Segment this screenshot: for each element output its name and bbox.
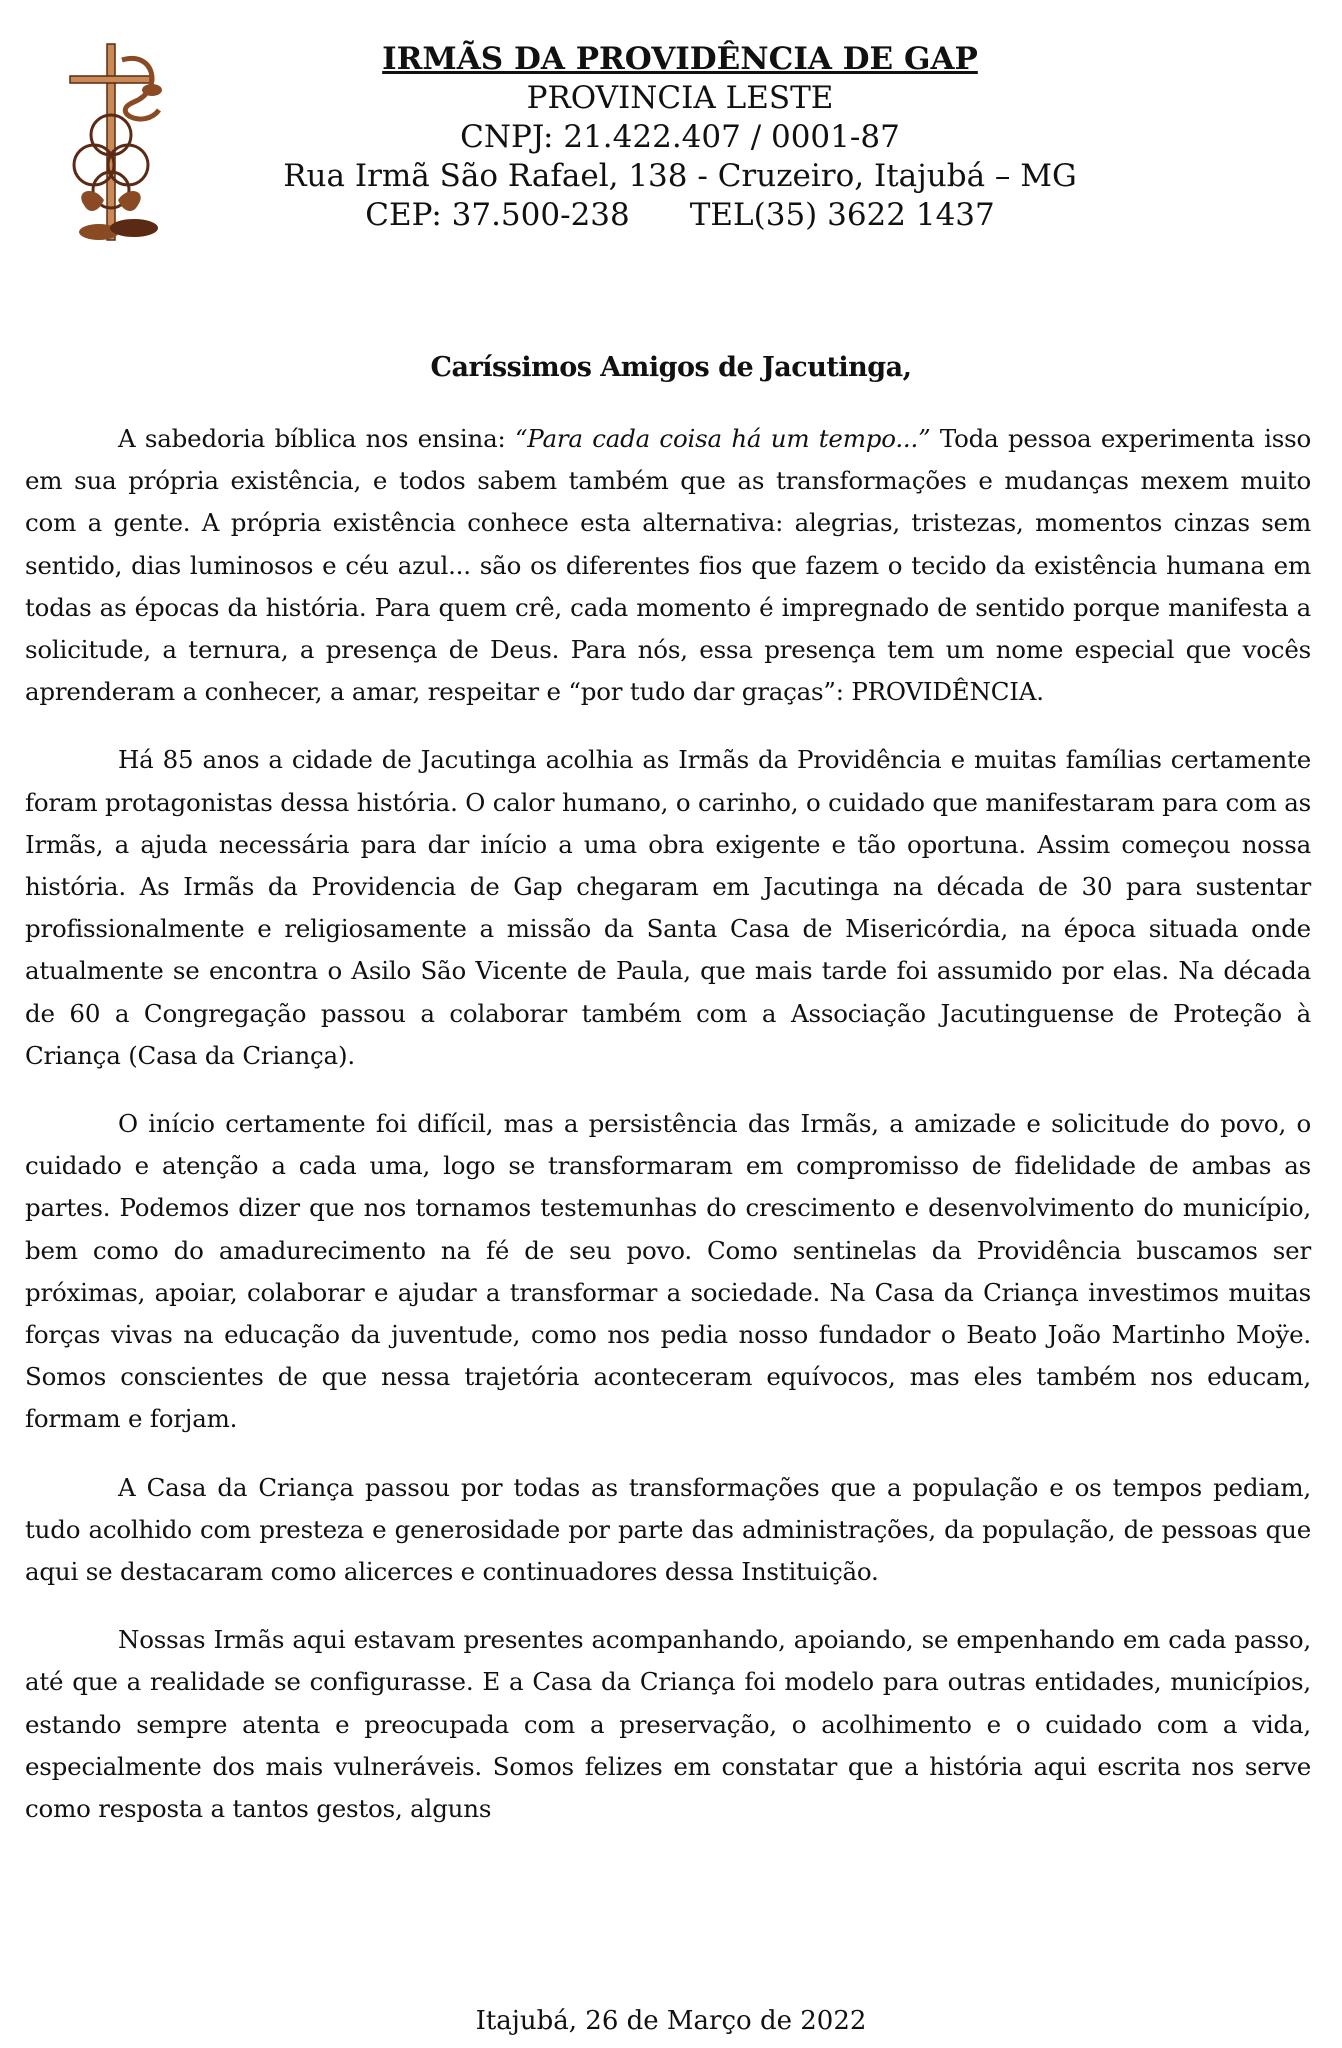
street-address: Rua Irmã São Rafael, 138 - Cruzeiro, Itajubá – MG (283, 158, 1077, 194)
letterhead (230, 40, 1130, 235)
phone-number: TEL(35) 3622 1437 (689, 197, 995, 233)
postal-code: CEP: 37.500-238 (365, 197, 630, 233)
paragraph-1-rest: Toda pessoa experimenta isso em sua própria existência, e todos sabem também que as transformações e mudanças mexem muito com a gente. A própria existência conhece esta alternativa: alegrias, tristezas, momentos cinzas sem sentido, dias luminosos e céu azul... são os diferentes fios que fazem o tecido da existência humana em todas as épocas da história. Para quem crê, cada momento é impregnado de sentido porque manifesta a solicitude, a ternura, a presença de Deus. Para nós, essa presença tem um nome especial que vocês aprenderam a conhecer, a amar, respeitar e “por tudo dar graças”: PROVIDÊNCIA. (25, 424, 1311, 707)
cnpj-number: CNPJ: 21.422.407 / 0001-87 (460, 119, 900, 155)
ribbon-tip (142, 84, 162, 96)
cross-shaft (107, 44, 115, 240)
province-name: PROVINCIA LESTE (526, 80, 834, 116)
organization-name: IRMÃS DA PROVIDÊNCIA DE GAP (382, 41, 978, 77)
paragraph-4: A Casa da Criança passou por todas as transformações que a população e os tempos pediam, tudo acolhido com presteza e generosidade por parte das administrações, da população, de pessoas que aqui se destacaram como alicerces e continuadores dessa Instituição. (25, 1472, 1311, 1587)
place-date-footer: Itajubá, 26 de Março de 2022 (475, 2006, 867, 2036)
paragraph-1 (25, 418, 1311, 713)
contact-row (230, 196, 1130, 235)
paragraph-5: Nossas Irmãs aqui estavam presentes acompanhando, apoiando, se empenhando em cada passo, até que a realidade se configurasse. E a Casa da Criança foi modelo para outras entidades, municípios, estando sempre atenta e preocupada com a preservação, o acolhimento e o cuidado com a vida, especialmente dos mais vulneráveis. Somos felizes em constatar que a história aqui escrita nos serve como resposta a tantos gestos, alguns (25, 1625, 1311, 1824)
base-stone-right (110, 219, 158, 237)
paragraph-2: Há 85 anos a cidade de Jacutinga acolhia as Irmãs da Providência e muitas famílias certamente foram protagonistas dessa história. O calor humano, o carinho, o cuidado que manifestaram para com as Irmãs, a ajuda necessária para dar início a uma obra exigente e tão oportuna. Assim começou nossa história. As Irmãs da Providencia de Gap chegaram em Jacutinga na década de 30 para sustentar profissionalmente e religiosamente a missão da Santa Casa de Misericórdia, na época situada onde atualmente se encontra o Asilo São Vicente de Paula, que mais tarde foi assumido por elas. Na década de 60 a Congregação passou a colaborar também com a Associação Jacutinguense de Proteção à Criança (Casa da Criança). (25, 745, 1311, 1070)
letter-body (25, 418, 1311, 1856)
biblical-quote: “Para cada coisa há um tempo...” (514, 424, 931, 453)
paragraph-3: O início certamente foi difícil, mas a persistência das Irmãs, a amizade e solicitude do povo, o cuidado e atenção a cada uma, logo se transformaram em compromisso de fidelidade de ambas as partes. Podemos dizer que nos tornamos testemunhas do crescimento e desenvolvimento do município, bem como do amadurecimento na fé de seu povo. Como sentinelas da Providência buscamos ser próximas, apoiar, colaborar e ajudar a transformar a sociedade. Na Casa da Criança investimos muitas forças vivas na educação da juventude, como nos pedia nosso fundador o Beato João Martinho Moÿe. Somos conscientes de que nessa trajetória aconteceram equívocos, mas eles também nos educam, formam e forjam. (25, 1109, 1311, 1434)
leaf-left (81, 191, 104, 211)
congregation-logo-icon (64, 40, 184, 250)
paragraph-1-intro: A sabedoria bíblica nos ensina: (118, 424, 515, 453)
leaf-right (118, 191, 141, 211)
cross-beam (70, 76, 150, 83)
salutation: Caríssimos Amigos de Jacutinga, (430, 352, 912, 383)
